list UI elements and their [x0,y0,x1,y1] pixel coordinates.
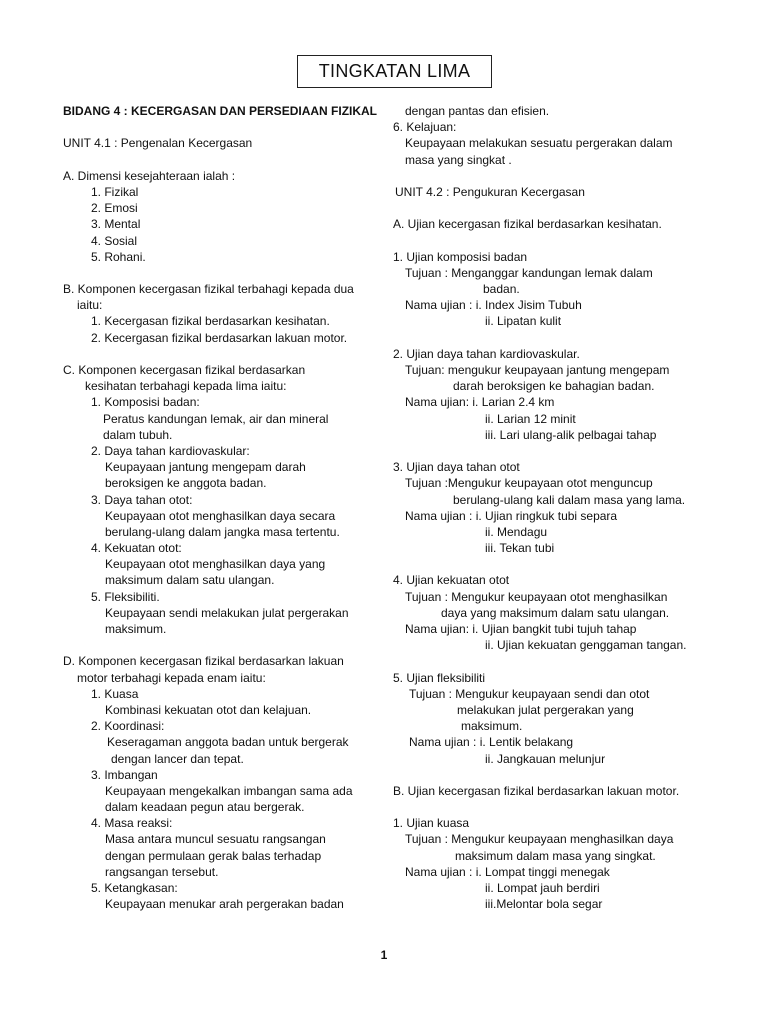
text-line: 4. Masa reaksi: [91,816,173,831]
line-gap [393,799,728,815]
line-gap [393,200,728,216]
text-line: Keupayaan otot menghasilkan daya yang [105,557,326,572]
text-line: Tujuan: mengukur keupayaan jantung mengepam [405,363,670,377]
text-line: 4. Sosial [91,233,138,248]
text-line: berulang-ulang dalam jangka masa tertentu. [105,524,340,539]
text-line: 1. Fizikal [91,184,139,199]
text-line: 3. Mental [91,217,141,232]
text-line: Tujuan : Mengukur keupayaan sendi dan otot [409,686,650,701]
line-gap [63,265,383,281]
text-line: beroksigen ke anggota badan. [105,476,267,491]
line-gap [393,767,728,783]
text-line: UNIT 4.1 : Pengenalan Kecergasan [63,136,253,151]
right-column [393,103,728,912]
text-line: ii. Mendagu [485,524,548,539]
text-line: motor terbahagi kepada enam iaitu: [77,670,266,685]
text-line: dalam keadaan pegun atau bergerak. [105,800,305,815]
text-line: dengan lancer dan tepat. [111,751,244,766]
text-line: Nama ujian: i. Ujian bangkit tubi tujuh tahap [405,622,637,636]
text-line: 3. Imbangan [91,767,158,782]
left-column [63,103,383,912]
text-line: Kombinasi kekuatan otot dan kelajuan. [105,702,312,717]
text-line: 3. Daya tahan otot: [91,492,193,507]
text-line: melakukan julat pergerakan yang [457,702,634,717]
text-line: darah beroksigen ke bahagian badan. [453,379,655,394]
text-line: maksimum. [461,719,523,734]
line-gap [393,653,728,669]
text-line: Tujuan : Mengukur keupayaan menghasilkan daya [405,832,674,847]
text-line: ii. Larian 12 minit [485,411,576,426]
text-line: 1. Kecergasan fizikal berdasarkan kesihatan. [91,314,330,329]
text-line: 1. Komposisi badan: [91,395,200,410]
text-line: Keupayaan sendi melakukan julat pergerakan [105,605,349,620]
text-line: Nama ujian: i. Larian 2.4 km [405,395,555,410]
text-line: iaitu: [77,298,103,313]
text-line: 2. Emosi [91,201,138,216]
line-gap [393,443,728,459]
text-line: Nama ujian : i. Ujian ringkuk tubi separa [405,508,618,523]
text-line: Keupayaan melakukan sesuatu pergerakan dalam [405,136,673,151]
text-line: 4. Ujian kekuatan otot [393,573,510,588]
text-line: berulang-ulang kali dalam masa yang lama. [453,492,686,507]
text-line: maksimum. [105,622,167,636]
line-gap [63,119,383,135]
text-line: 3. Ujian daya tahan otot [393,460,520,475]
text-line: Tujuan : Mengukur keupayaan otot menghasilkan [405,589,668,604]
text-line: daya yang maksimum dalam satu ulangan. [441,605,670,620]
page-title: TINGKATAN LIMA [297,55,492,88]
text-line: Nama ujian : i. Lompat tinggi menegak [405,864,610,879]
text-line: iii.Melontar bola segar [485,897,603,912]
line-gap [393,233,728,249]
text-line: Nama ujian : i. Lentik belakang [409,735,574,750]
text-line: dalam tubuh. [103,427,173,442]
text-line: 1. Ujian kuasa [393,816,470,831]
text-line: 5. Ketangkasan: [91,881,178,895]
text-line: Tujuan :Mengukur keupayaan otot menguncup [405,476,653,491]
line-gap [63,346,383,362]
text-line: Tujuan : Menganggar kandungan lemak dalam [405,265,653,280]
text-line: Keupayaan otot menghasilkan daya secara [105,508,336,523]
text-line: Keseragaman anggota badan untuk bergerak [107,735,349,750]
text-line: Nama ujian : i. Index Jisim Tubuh [405,298,582,313]
line-gap [393,168,728,184]
text-line: UNIT 4.2 : Pengukuran Kecergasan [395,184,585,199]
text-line: 5. Rohani. [91,249,146,264]
text-line: ii. Jangkauan melunjur [485,751,606,766]
text-line: Keupayaan mengekalkan imbangan sama ada [105,783,353,798]
text-line: Peratus kandungan lemak, air dan mineral [103,411,329,426]
page-number: 1 [380,948,388,962]
text-line: kesihatan terbahagi kepada lima iaitu: [85,379,287,394]
text-line: 6. Kelajuan: [393,120,457,135]
text-line: maksimum dalam satu ulangan. [105,573,275,588]
text-line: rangsangan tersebut. [105,864,219,879]
text-line: 1. Ujian komposisi badan [393,249,528,264]
text-line: 2. Koordinasi: [91,719,165,734]
line-gap [393,556,728,572]
text-line: maksimum dalam masa yang singkat. [455,848,656,863]
text-line: C. Komponen kecergasan fizikal berdasarkan [63,363,306,377]
text-line: Keupayaan jantung mengepam darah [105,460,306,475]
text-line: 5. Fleksibiliti. [91,589,160,604]
text-line: BIDANG 4 : KECERGASAN DAN PERSEDIAAN FIZIKAL [63,104,378,118]
text-line: ii. Lompat jauh berdiri [485,881,600,895]
text-line: iii. Tekan tubi [485,541,555,556]
text-line: 1. Kuasa [91,686,139,701]
text-line: Keupayaan menukar arah pergerakan badan [105,897,344,912]
text-line: dengan permulaan gerak balas terhadap [105,848,322,863]
line-gap [393,330,728,346]
line-gap [63,637,383,653]
text-line: A. Dimensi kesejahteraan ialah : [63,168,236,183]
text-line: ii. Lipatan kulit [485,314,562,329]
text-line: badan. [483,282,520,297]
text-line: masa yang singkat . [405,152,512,167]
text-line: B. Komponen kecergasan fizikal terbahagi kepada dua [63,282,354,297]
text-line: 5. Ujian fleksibiliti [393,670,486,685]
text-line: 2. Daya tahan kardiovaskular: [91,443,250,458]
text-line: D. Komponen kecergasan fizikal berdasarkan lakuan [63,654,344,669]
text-line: 2. Kecergasan fizikal berdasarkan lakuan motor. [91,330,348,345]
line-gap [63,152,383,168]
text-line: B. Ujian kecergasan fizikal berdasarkan lakuan motor. [393,783,680,798]
text-line: 2. Ujian daya tahan kardiovaskular. [393,346,580,361]
text-line: ii. Ujian kekuatan genggaman tangan. [485,638,687,653]
text-line: dengan pantas dan efisien. [405,104,550,118]
text-line: iii. Lari ulang-alik pelbagai tahap [485,427,657,442]
text-line: A. Ujian kecergasan fizikal berdasarkan kesihatan. [393,217,662,232]
text-line: Masa antara muncul sesuatu rangsangan [105,832,326,847]
text-line: 4. Kekuatan otot: [91,541,182,556]
